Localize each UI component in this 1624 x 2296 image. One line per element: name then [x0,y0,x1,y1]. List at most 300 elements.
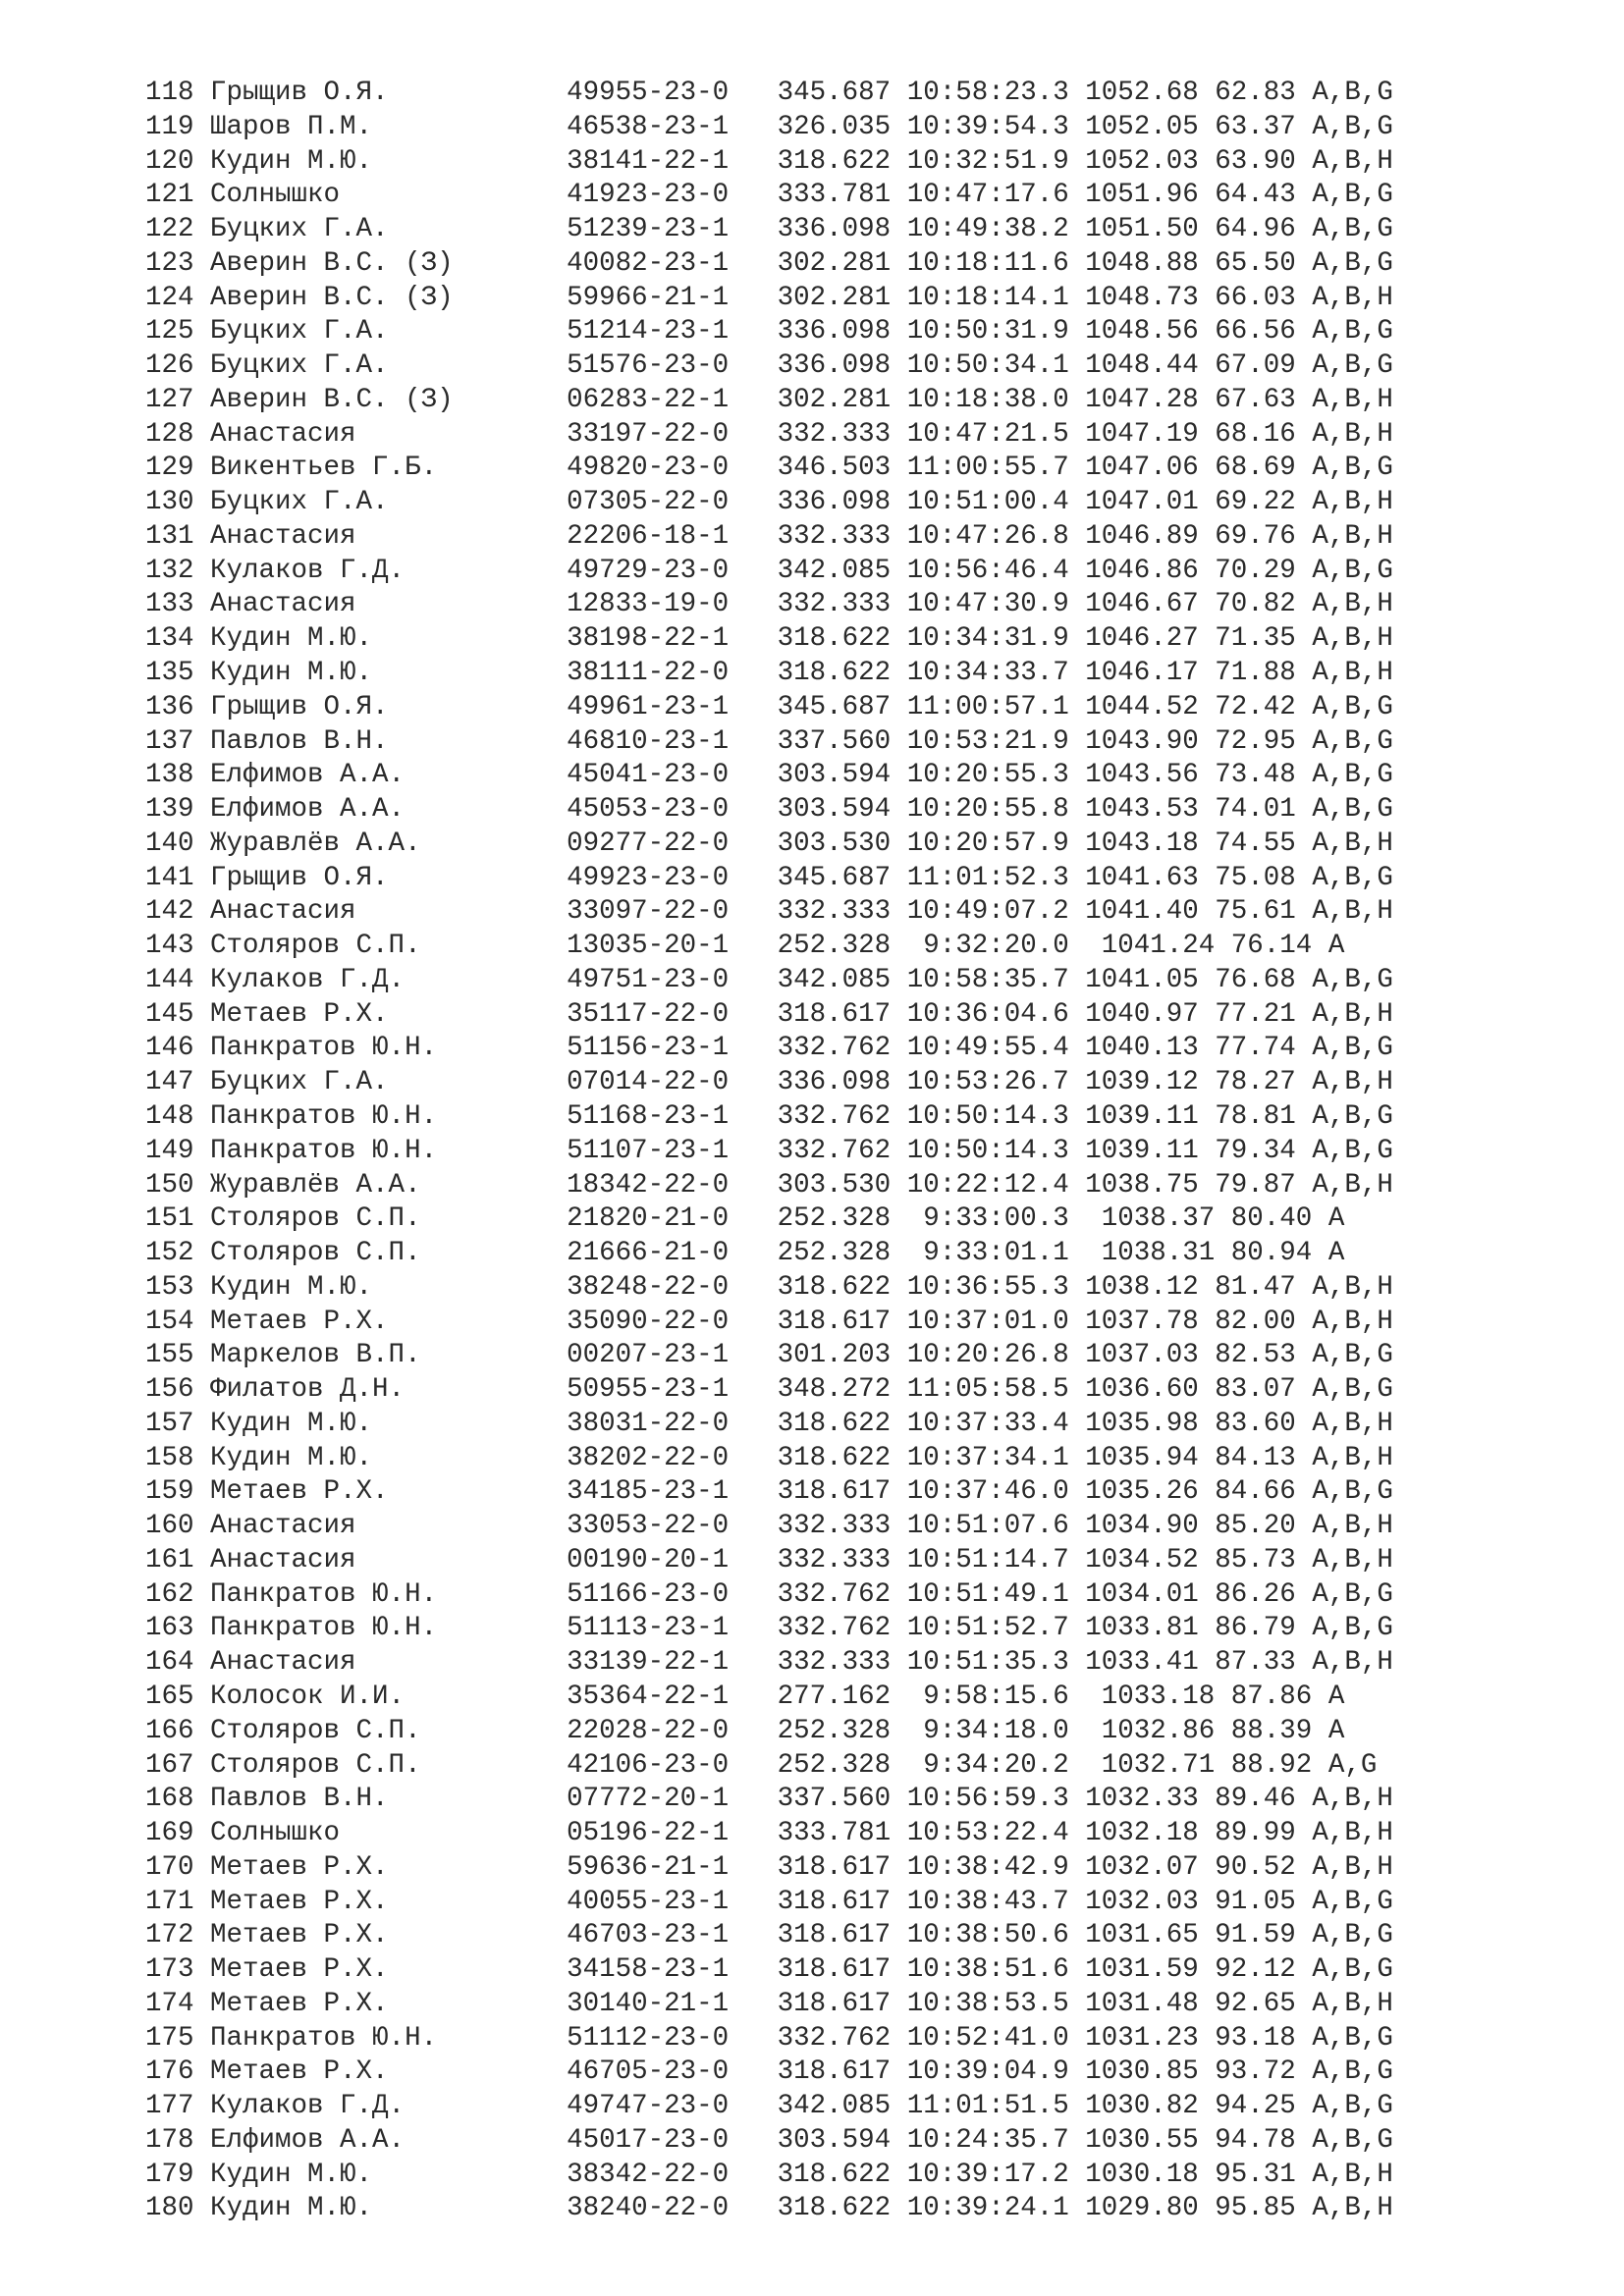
ring-number: 21820-21-0 [567,1203,730,1235]
arrival-time: 10:18:14.1 [906,282,1069,313]
table-row [145,247,1393,282]
distance: 318.617 [777,1920,892,1951]
place-number: 141 [145,862,194,893]
place-number: 130 [145,487,194,518]
ring-number: 34185-23-1 [567,1476,730,1508]
arrival-time: 10:52:41.0 [906,2022,1069,2054]
speed: 1047.19 [1085,418,1199,450]
distance: 332.333 [777,1511,892,1542]
table-row [145,349,1393,384]
distance: 318.617 [777,1306,892,1337]
place-number: 125 [145,316,194,347]
results-table [145,77,1393,2226]
coefficient: 92.12 [1215,1954,1296,1986]
coefficient: 65.50 [1215,247,1296,279]
ring-number: 07772-20-1 [567,1784,730,1815]
ring-number: 51112-23-0 [567,2022,730,2054]
owner-name: Павлов В.Н. [210,1784,389,1815]
flags: A,B,G [1312,247,1393,279]
coefficient: 86.26 [1215,1578,1296,1610]
arrival-time: 10:38:42.9 [906,1851,1069,1883]
flags: A,B,G [1312,2022,1393,2054]
place-number: 170 [145,1851,194,1883]
distance: 336.098 [777,316,892,347]
speed: 1041.05 [1085,964,1199,995]
place-number: 173 [145,1954,194,1986]
distance: 342.085 [777,964,892,995]
arrival-time: 10:47:21.5 [906,418,1069,450]
distance: 332.333 [777,520,892,552]
place-number: 134 [145,623,194,655]
coefficient: 88.39 [1230,1715,1313,1746]
table-row [145,1032,1393,1066]
flags: A,B,G [1312,2056,1393,2088]
flags: A,B,H [1312,1271,1393,1303]
table-row [145,1442,1393,1476]
coefficient: 68.16 [1215,418,1296,450]
ring-number: 22028-22-0 [567,1715,730,1746]
coefficient: 71.35 [1215,623,1296,655]
arrival-time: 11:05:58.5 [906,1374,1069,1406]
distance: 252.328 [777,1238,892,1269]
ring-number: 59966-21-1 [567,282,730,313]
arrival-time: 9:33:00.3 [923,1203,1069,1235]
table-row [145,315,1393,349]
speed: 1047.28 [1085,384,1199,415]
owner-name: Панкратов Ю.Н. [210,1100,438,1132]
owner-name: Солнышко [210,180,341,211]
flags: A,B,H [1312,828,1393,859]
ring-number: 45017-23-0 [567,2124,730,2156]
owner-name: Панкратов Ю.Н. [210,1613,438,1644]
arrival-time: 10:36:55.3 [906,1271,1069,1303]
speed: 1041.63 [1085,862,1199,893]
table-row [145,1271,1393,1306]
arrival-time: 10:34:33.7 [906,658,1069,689]
table-row [145,1100,1393,1135]
table-row [145,828,1393,862]
flags: A,B,H [1312,384,1393,415]
arrival-time: 10:49:38.2 [906,214,1069,245]
speed: 1048.44 [1085,350,1199,382]
coefficient: 66.03 [1215,282,1296,313]
coefficient: 66.56 [1215,316,1296,347]
table-row [145,2124,1393,2159]
speed: 1031.65 [1085,1920,1199,1951]
table-row [145,1066,1393,1100]
coefficient: 75.08 [1215,862,1296,893]
place-number: 157 [145,1408,194,1439]
table-row [145,964,1393,998]
place-number: 148 [145,1100,194,1132]
table-row [145,213,1393,247]
distance: 332.333 [777,1544,892,1575]
distance: 318.617 [777,1954,892,1986]
ring-number: 35364-22-1 [567,1681,730,1712]
ring-number: 51576-23-0 [567,350,730,382]
distance: 318.617 [777,1851,892,1883]
distance: 337.560 [777,1784,892,1815]
table-row [145,111,1393,145]
arrival-time: 10:24:35.7 [906,2124,1069,2156]
place-number: 147 [145,1067,194,1098]
place-number: 122 [145,214,194,245]
table-row [145,179,1393,213]
place-number: 161 [145,1544,194,1575]
flags: A,B,H [1312,623,1393,655]
flags: A,B,G [1312,1340,1393,1371]
place-number: 123 [145,247,194,279]
table-row [145,1544,1393,1578]
distance: 348.272 [777,1374,892,1406]
owner-name: Буцких Г.А. [210,316,389,347]
distance: 318.622 [777,145,892,177]
coefficient: 91.59 [1215,1920,1296,1951]
speed: 1052.68 [1085,78,1199,108]
table-row [145,691,1393,725]
arrival-time: 10:58:35.7 [906,964,1069,995]
arrival-time: 10:37:01.0 [906,1306,1069,1337]
place-number: 171 [145,1886,194,1917]
speed: 1033.81 [1085,1613,1199,1644]
speed: 1046.67 [1085,589,1199,620]
coefficient: 69.22 [1215,487,1296,518]
flags: A,B,G [1312,453,1393,484]
flags: A,B,G [1312,111,1393,142]
table-row [145,1612,1393,1646]
ring-number: 33197-22-0 [567,418,730,450]
place-number: 118 [145,78,194,108]
speed: 1033.41 [1085,1647,1199,1679]
owner-name: Метаев Р.Х. [210,1306,389,1337]
distance: 346.503 [777,453,892,484]
distance: 302.281 [777,247,892,279]
owner-name: Столяров С.П. [210,1203,421,1235]
speed: 1040.13 [1085,1033,1199,1064]
arrival-time: 10:38:53.5 [906,1988,1069,2019]
coefficient: 64.96 [1215,214,1296,245]
owner-name: Кудин М.Ю. [210,145,373,177]
speed: 1052.03 [1085,145,1199,177]
arrival-time: 10:51:07.6 [906,1511,1069,1542]
arrival-time: 10:51:52.7 [906,1613,1069,1644]
arrival-time: 10:37:34.1 [906,1442,1069,1473]
place-number: 169 [145,1818,194,1849]
distance: 336.098 [777,350,892,382]
owner-name: Метаев Р.Х. [210,1851,389,1883]
ring-number: 40055-23-1 [567,1886,730,1917]
speed: 1030.85 [1085,2056,1199,2088]
distance: 332.762 [777,1135,892,1166]
speed: 1047.06 [1085,453,1199,484]
flags: A,B,G [1312,350,1393,382]
distance: 303.594 [777,760,892,791]
owner-name: Панкратов Ю.Н. [210,2022,438,2054]
owner-name: Кулаков Г.Д. [210,964,406,995]
flags: A,B,H [1312,487,1393,518]
place-number: 136 [145,691,194,722]
ring-number: 07014-22-0 [567,1067,730,1098]
speed: 1046.86 [1085,555,1199,586]
arrival-time: 9:34:18.0 [923,1715,1069,1746]
speed: 1032.86 [1101,1715,1216,1746]
coefficient: 63.90 [1215,145,1296,177]
owner-name: Шаров П.М. [210,111,373,142]
flags: A,B,G [1312,2091,1393,2122]
distance: 318.622 [777,1408,892,1439]
speed: 1034.52 [1085,1544,1199,1575]
coefficient: 67.09 [1215,350,1296,382]
ring-number: 22206-18-1 [567,520,730,552]
flags: A,B,G [1312,316,1393,347]
distance: 252.328 [777,1749,892,1781]
speed: 1030.55 [1085,2124,1199,2156]
place-number: 177 [145,2091,194,2122]
arrival-time: 10:49:55.4 [906,1033,1069,1064]
arrival-time: 10:22:12.4 [906,1169,1069,1201]
table-row [145,1715,1393,1749]
ring-number: 18342-22-0 [567,1169,730,1201]
distance: 332.333 [777,418,892,450]
distance: 252.328 [777,1715,892,1746]
distance: 318.622 [777,1442,892,1473]
speed: 1039.12 [1085,1067,1199,1098]
distance: 302.281 [777,282,892,313]
speed: 1029.80 [1085,2193,1199,2224]
ring-number: 35090-22-0 [567,1306,730,1337]
owner-name: Аверин В.С. (З) [210,282,454,313]
flags: A [1327,931,1345,962]
arrival-time: 10:36:04.6 [906,998,1069,1030]
table-row [145,895,1393,930]
distance: 318.617 [777,1988,892,2019]
distance: 337.560 [777,725,892,757]
coefficient: 90.52 [1215,1851,1296,1883]
flags: A,B,H [1312,145,1393,177]
table-row [145,1169,1393,1203]
distance: 342.085 [777,2091,892,2122]
place-number: 135 [145,658,194,689]
coefficient: 79.34 [1215,1135,1296,1166]
ring-number: 40082-23-1 [567,247,730,279]
arrival-time: 10:38:51.6 [906,1954,1069,1986]
owner-name: Панкратов Ю.Н. [210,1135,438,1166]
arrival-time: 10:47:30.9 [906,589,1069,620]
ring-number: 46703-23-1 [567,1920,730,1951]
owner-name: Кудин М.Ю. [210,1442,373,1473]
coefficient: 79.87 [1215,1169,1296,1201]
flags: A [1327,1203,1345,1235]
coefficient: 82.53 [1215,1340,1296,1371]
speed: 1035.94 [1085,1442,1199,1473]
place-number: 166 [145,1715,194,1746]
coefficient: 85.73 [1215,1544,1296,1575]
table-row [145,1339,1393,1373]
distance: 336.098 [777,1067,892,1098]
flags: A,B,G [1312,1954,1393,1986]
place-number: 138 [145,760,194,791]
distance: 332.333 [777,589,892,620]
ring-number: 05196-22-1 [567,1818,730,1849]
arrival-time: 10:50:34.1 [906,350,1069,382]
distance: 332.762 [777,2022,892,2054]
arrival-time: 10:50:14.3 [906,1135,1069,1166]
distance: 333.781 [777,180,892,211]
arrival-time: 10:47:26.8 [906,520,1069,552]
ring-number: 46538-23-1 [567,111,730,142]
place-number: 156 [145,1374,194,1406]
distance: 332.762 [777,1613,892,1644]
owner-name: Викентьев Г.Б. [210,453,438,484]
ring-number: 51166-23-0 [567,1578,730,1610]
coefficient: 63.37 [1215,111,1296,142]
ring-number: 49820-23-0 [567,453,730,484]
arrival-time: 10:32:51.9 [906,145,1069,177]
owner-name: Кудин М.Ю. [210,1408,373,1439]
speed: 1031.48 [1085,1988,1199,2019]
place-number: 174 [145,1988,194,2019]
flags: A,B,H [1312,1442,1393,1473]
distance: 326.035 [777,111,892,142]
coefficient: 62.83 [1215,78,1296,108]
flags: A,B,H [1312,1818,1393,1849]
owner-name: Журавлёв А.А. [210,828,421,859]
speed: 1031.59 [1085,1954,1199,1986]
distance: 303.530 [777,828,892,859]
place-number: 151 [145,1203,194,1235]
arrival-time: 11:01:52.3 [906,862,1069,893]
ring-number: 35117-22-0 [567,998,730,1030]
distance: 332.762 [777,1033,892,1064]
place-number: 146 [145,1033,194,1064]
speed: 1031.23 [1085,2022,1199,2054]
coefficient: 68.69 [1215,453,1296,484]
table-row [145,2192,1393,2226]
coefficient: 72.95 [1215,725,1296,757]
speed: 1039.11 [1085,1135,1199,1166]
ring-number: 46810-23-1 [567,725,730,757]
table-row [145,862,1393,896]
speed: 1036.60 [1085,1374,1199,1406]
flags: A,B,G [1312,1100,1393,1132]
place-number: 155 [145,1340,194,1371]
coefficient: 91.05 [1215,1886,1296,1917]
ring-number: 51214-23-1 [567,316,730,347]
table-row [145,2022,1393,2056]
arrival-time: 11:00:57.1 [906,691,1069,722]
arrival-time: 10:39:54.3 [906,111,1069,142]
distance: 318.617 [777,998,892,1030]
place-number: 152 [145,1238,194,1269]
place-number: 128 [145,418,194,450]
arrival-time: 10:39:24.1 [906,2193,1069,2224]
speed: 1038.12 [1085,1271,1199,1303]
flags: A,B,H [1312,1067,1393,1098]
owner-name: Анастасия [210,589,356,620]
arrival-time: 10:51:14.7 [906,1544,1069,1575]
coefficient: 94.78 [1215,2124,1296,2156]
distance: 345.687 [777,691,892,722]
arrival-time: 10:20:55.3 [906,760,1069,791]
ring-number: 09277-22-0 [567,828,730,859]
flags: A,B,G [1312,1886,1393,1917]
ring-number: 49747-23-0 [567,2091,730,2122]
coefficient: 94.25 [1215,2091,1296,2122]
arrival-time: 10:37:46.0 [906,1476,1069,1508]
owner-name: Колосок И.И. [210,1681,406,1712]
table-row [145,2159,1393,2193]
table-row [145,1306,1393,1340]
place-number: 121 [145,180,194,211]
flags: A,B,H [1312,1169,1393,1201]
owner-name: Метаев Р.Х. [210,1920,389,1951]
distance: 277.162 [777,1681,892,1712]
place-number: 178 [145,2124,194,2156]
place-number: 126 [145,350,194,382]
arrival-time: 10:18:11.6 [906,247,1069,279]
place-number: 142 [145,896,194,928]
speed: 1043.53 [1085,794,1199,826]
table-row [145,793,1393,828]
place-number: 180 [145,2193,194,2224]
place-number: 127 [145,384,194,415]
table-row [145,930,1393,964]
owner-name: Метаев Р.Х. [210,2056,389,2088]
distance: 252.328 [777,1203,892,1235]
flags: A,B,H [1312,2193,1393,2224]
place-number: 153 [145,1271,194,1303]
owner-name: Буцких Г.А. [210,214,389,245]
distance: 303.594 [777,2124,892,2156]
speed: 1039.11 [1085,1100,1199,1132]
distance: 318.622 [777,623,892,655]
table-row [145,145,1393,180]
owner-name: Солнышко [210,1818,341,1849]
coefficient: 76.68 [1215,964,1296,995]
ring-number: 38342-22-0 [567,2159,730,2190]
owner-name: Елфимов А.А. [210,794,406,826]
ring-number: 51107-23-1 [567,1135,730,1166]
speed: 1043.18 [1085,828,1199,859]
speed: 1041.24 [1101,931,1216,962]
flags: A,B,H [1312,1544,1393,1575]
owner-name: Метаев Р.Х. [210,1886,389,1917]
ring-number: 38198-22-1 [567,623,730,655]
place-number: 160 [145,1511,194,1542]
flags: A,B,G [1312,180,1393,211]
arrival-time: 10:51:35.3 [906,1647,1069,1679]
arrival-time: 10:18:38.0 [906,384,1069,415]
flags: A,B,G [1312,1613,1393,1644]
flags: A,B,H [1312,1988,1393,2019]
distance: 318.622 [777,2159,892,2190]
distance: 318.617 [777,2056,892,2088]
table-row [145,282,1393,316]
speed: 1033.18 [1101,1681,1216,1712]
table-row [145,1886,1393,1920]
distance: 318.617 [777,1886,892,1917]
place-number: 119 [145,111,194,142]
speed: 1037.03 [1085,1340,1199,1371]
flags: A,B,G [1312,1374,1393,1406]
coefficient: 64.43 [1215,180,1296,211]
place-number: 162 [145,1578,194,1610]
speed: 1046.17 [1085,658,1199,689]
arrival-time: 10:34:31.9 [906,623,1069,655]
speed: 1043.90 [1085,725,1199,757]
flags: A,B,G [1312,862,1393,893]
owner-name: Буцких Г.А. [210,350,389,382]
